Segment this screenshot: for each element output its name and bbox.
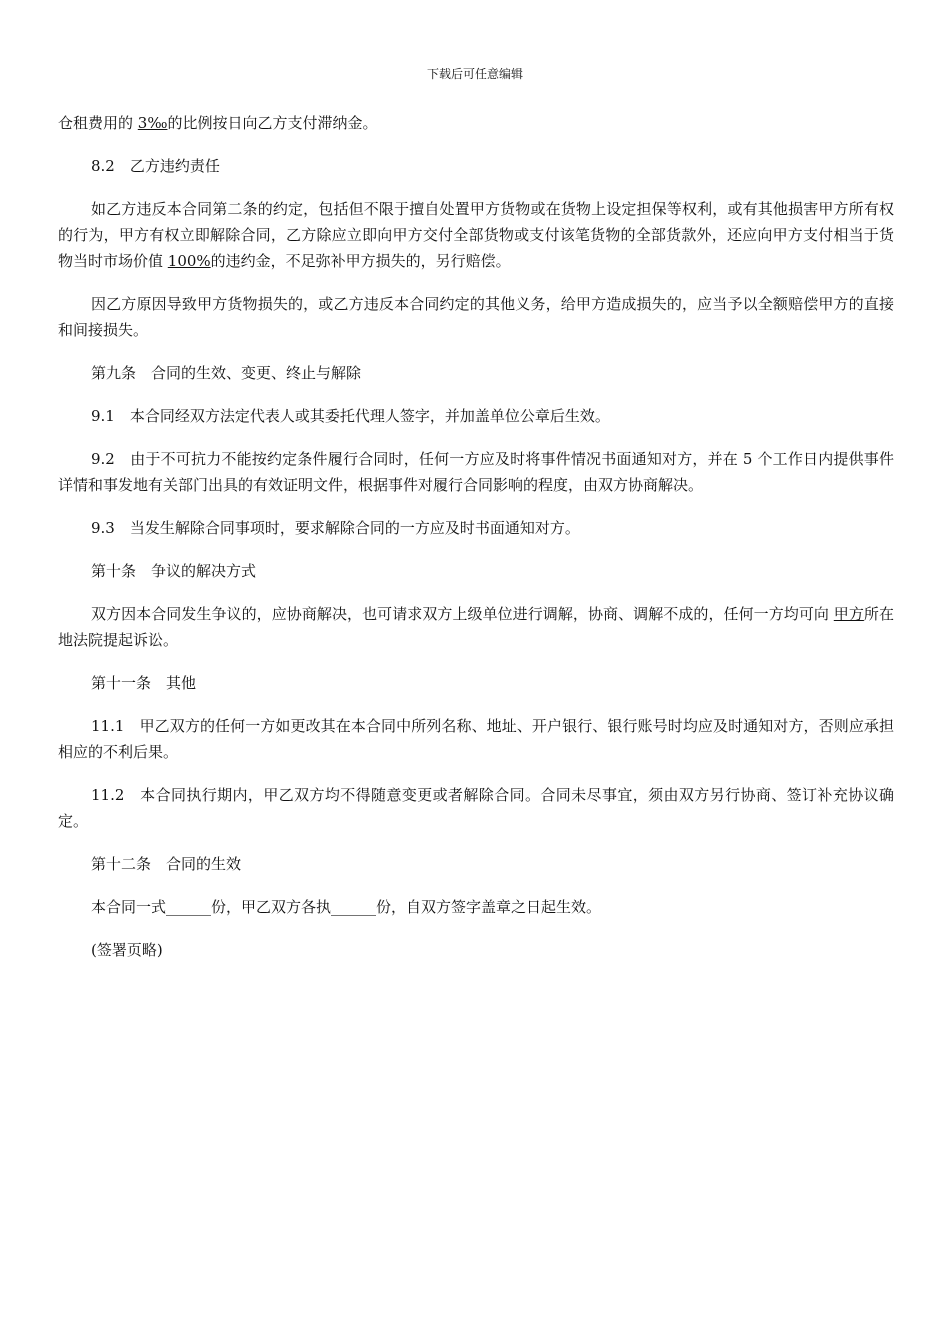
article-10-heading: 第十条 争议的解决方式 xyxy=(91,562,257,580)
signature-note: (签署页略) xyxy=(91,941,163,959)
text-segment: 所在地法院提起诉讼。 xyxy=(58,605,894,649)
underlined-party: 甲方 xyxy=(833,605,864,623)
clause-9-3: 9.3 当发生解除合同事项时，要求解除合同的一方应及时书面通知对方。 xyxy=(91,519,580,537)
subsection-8-2: 8.2 乙方违约责任 xyxy=(91,157,220,175)
clause-9-2: 9.2 由于不可抗力不能按约定条件履行合同时，任何一方应及时将事件情况书面通知对方，并在 5 个工作日内提供事件详情和事发地有关部门出具的有效证明文件，根据事件对履行合同影响的程度，由双方协商解决。 xyxy=(58,450,894,494)
clause-11-1: 11.1 甲乙双方的任何一方如更改其在本合同中所列名称、地址、开户银行、银行账号时均应及时通知对方，否则应承担相应的不利后果。 xyxy=(58,717,894,761)
article-11-heading: 第十一条 其他 xyxy=(91,674,197,692)
article-12-heading: 第十二条 合同的生效 xyxy=(91,855,242,873)
clause-11-2: 11.2 本合同执行期内，甲乙双方均不得随意变更或者解除合同。合同未尽事宜，须由双方另行协商、签订补充协议确定。 xyxy=(58,786,894,830)
paragraph-breach-liability xyxy=(58,196,894,274)
paragraph-loss-compensation: 因乙方原因导致甲方货物损失的，或乙方违反本合同约定的其他义务，给甲方造成损失的，应当予以全额赔偿甲方的直接和间接损失。 xyxy=(58,295,894,339)
text-segment: 双方因本合同发生争议的，应协商解决，也可请求双方上级单位进行调解，协商、调解不成的，任何一方均可向 xyxy=(91,605,834,623)
paragraph-late-fee xyxy=(58,110,894,136)
text-segment: 的违约金，不足弥补甲方损失的，另行赔偿。 xyxy=(210,252,511,270)
paragraph-copies: 本合同一式______份，甲乙双方各执______份，自双方签字盖章之日起生效。 xyxy=(91,898,602,916)
page-header: 下载后可任意编辑 xyxy=(426,67,523,81)
underlined-percent: 100% xyxy=(167,252,211,270)
text-segment: 如乙方违反本合同第二条的约定，包括但不限于擅自处置甲方货物或在货物上设定担保等权利，或有其他损害甲方所有权的行为，甲方有权立即解除合同，乙方除应立即向甲方交付全部货物或支付该笔货物的全部货款外，还应向甲方支付相当于货物当时市场价值 xyxy=(58,200,894,270)
paragraph-dispute xyxy=(58,601,894,653)
underlined-rate: 3‰ xyxy=(137,114,168,132)
text-segment: 仓租费用的 xyxy=(58,114,138,132)
clause-9-1: 9.1 本合同经双方法定代表人或其委托代理人签字，并加盖单位公章后生效。 xyxy=(91,407,610,425)
document-body xyxy=(58,110,894,980)
text-segment: 的比例按日向乙方支付滞纳金。 xyxy=(167,114,378,132)
article-9-heading: 第九条 合同的生效、变更、终止与解除 xyxy=(91,364,362,382)
